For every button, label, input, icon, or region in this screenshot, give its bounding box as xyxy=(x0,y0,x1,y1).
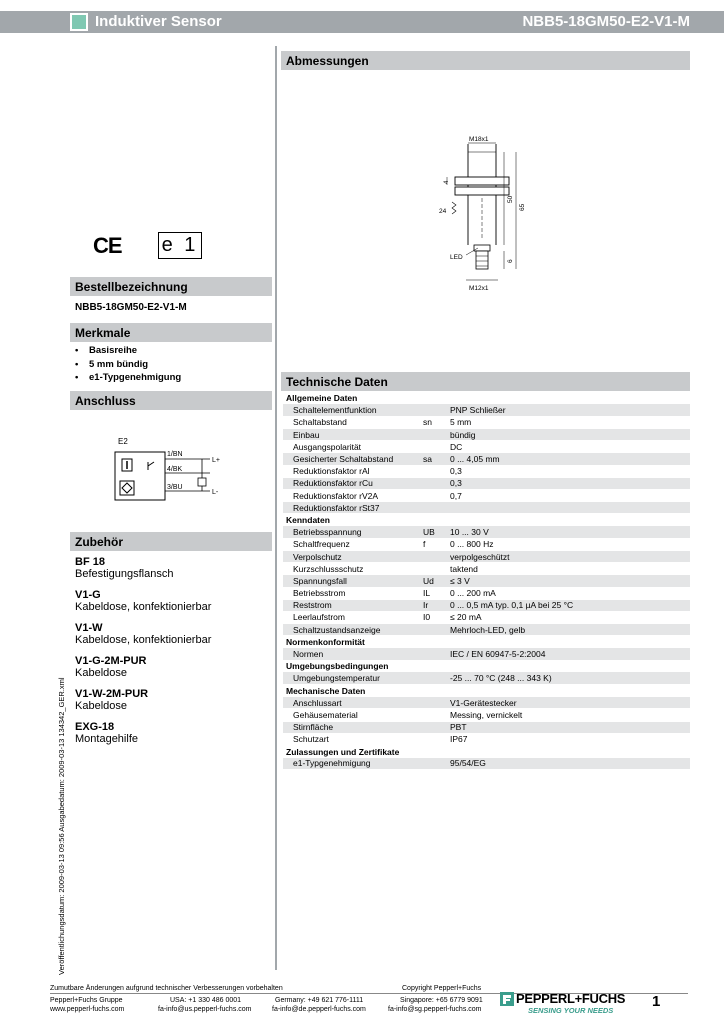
led-label: LED xyxy=(450,254,463,261)
accessory-item: V1-G-2M-PUR Kabeldose xyxy=(75,655,147,679)
accessory-item: V1-W Kabeldose, konfektionierbar xyxy=(75,622,212,646)
tech-row-label: Reduktionsfaktor rV2A xyxy=(283,490,421,502)
tech-row-symbol xyxy=(421,697,448,709)
tech-row-value: PNP Schließer xyxy=(448,404,690,416)
tech-row-value: ≤ 3 V xyxy=(448,575,690,587)
accessory-item: V1-G Kabeldose, konfektionierbar xyxy=(75,589,212,613)
tech-row-symbol: UB xyxy=(421,526,448,538)
tech-row-symbol xyxy=(421,624,448,636)
tech-row-value xyxy=(448,502,690,514)
wiring-diagram xyxy=(110,432,260,507)
wire-label-bu: 3/BU xyxy=(167,484,183,491)
tech-row-symbol xyxy=(421,429,448,441)
tech-row xyxy=(283,416,690,428)
tech-row-value: PBT xyxy=(448,721,690,733)
tech-row-value: ≤ 20 mA xyxy=(448,611,690,623)
tech-group-row xyxy=(283,636,690,648)
tech-row-value: DC xyxy=(448,441,690,453)
publication-date-text: Veröffentlichungsdatum: 2009-03-13 09:56 Ausgabedatum: 2009-03-13 134342_GER.xml xyxy=(57,677,66,975)
tech-row-label: Reduktionsfaktor rCu xyxy=(283,477,421,489)
tech-row xyxy=(283,429,690,441)
brand-slogan: SENSING YOUR NEEDS xyxy=(528,1006,614,1015)
tech-row-value: 0,3 xyxy=(448,477,690,489)
tech-row-symbol: I0 xyxy=(421,611,448,623)
feature-item: • Basisreihe xyxy=(75,344,181,358)
brand-square-icon xyxy=(70,13,88,31)
wire-label-bn: 1/BN xyxy=(167,451,183,458)
tech-group-label: Zulassungen und Zertifikate xyxy=(286,746,400,757)
dimensions-heading: Abmessungen xyxy=(281,51,690,70)
tech-row-value: 0 ... 200 mA xyxy=(448,587,690,599)
footer-col-singapore: Singapore: +65 6779 9091 fa-info@sg.pepperl-fuchs.com xyxy=(388,997,483,1013)
tech-row-value: 0 ... 4,05 mm xyxy=(448,453,690,465)
tech-row-value: 0 ... 0,5 mA typ. 0,1 µA bei 25 °C xyxy=(448,599,690,611)
tech-row-symbol xyxy=(421,733,448,745)
tech-row xyxy=(283,453,690,465)
supply-plus-label: L+ xyxy=(212,457,220,464)
tech-row-label: Umgebungstemperatur xyxy=(283,672,421,684)
tech-row xyxy=(283,575,690,587)
tech-row-label: Gehäusematerial xyxy=(283,709,421,721)
tech-row xyxy=(283,502,690,514)
tech-row-symbol: sa xyxy=(421,453,448,465)
tech-row-label: Schaltelementfunktion xyxy=(283,404,421,416)
tech-row-value: taktend xyxy=(448,563,690,575)
tech-row xyxy=(283,490,690,502)
accessory-item: BF 18 Befestigungsflansch xyxy=(75,556,174,580)
tech-row-symbol xyxy=(421,721,448,733)
tech-row-symbol xyxy=(421,502,448,514)
footer-col-usa: USA: +1 330 486 0001 fa-info@us.pepperl-fuchs.com xyxy=(158,997,252,1013)
tech-group-row xyxy=(283,660,690,672)
tech-row-label: Normen xyxy=(283,648,421,660)
footer-copyright: Copyright Pepperl+Fuchs xyxy=(402,985,482,992)
dim-4-label: 4 xyxy=(444,180,450,184)
tech-row-value: 5 mm xyxy=(448,416,690,428)
features-heading: Merkmale xyxy=(70,323,272,342)
tech-group-row xyxy=(283,514,690,526)
accessories-heading: Zubehör xyxy=(70,532,272,551)
tech-row-value: IP67 xyxy=(448,733,690,745)
tech-row-symbol: sn xyxy=(421,416,448,428)
dim-6-label: 6 xyxy=(507,259,514,263)
footer-col-germany: Germany: +49 621 776-1111 fa-info@de.pepperl-fuchs.com xyxy=(272,997,366,1013)
tech-row xyxy=(283,733,690,745)
tech-row xyxy=(283,441,690,453)
tech-group-label: Allgemeine Daten xyxy=(286,393,358,404)
wiring-type-label: E2 xyxy=(118,437,128,446)
column-divider xyxy=(275,46,277,970)
tech-row-label: Reduktionsfaktor rAl xyxy=(283,465,421,477)
tech-row xyxy=(283,404,690,416)
tech-row-value: IEC / EN 60947-5-2:2004 xyxy=(448,648,690,660)
tech-row-label: Reststrom xyxy=(283,599,421,611)
tech-row xyxy=(283,758,690,770)
footer-notice: Zumutbare Änderungen aufgrund technischer Verbesserungen vorbehalten xyxy=(50,985,283,992)
tech-data-heading: Technische Daten xyxy=(281,372,690,391)
tech-row-symbol xyxy=(421,758,448,770)
e1-mark-icon: e 1 xyxy=(158,232,202,259)
tech-row-label: Schaltabstand xyxy=(283,416,421,428)
tech-row xyxy=(283,648,690,660)
tech-row xyxy=(283,709,690,721)
tech-row-value: 10 ... 30 V xyxy=(448,526,690,538)
tech-row-symbol: IL xyxy=(421,587,448,599)
feature-item: • 5 mm bündig xyxy=(75,358,181,372)
tech-row-value: 0,3 xyxy=(448,465,690,477)
tech-row-symbol xyxy=(421,404,448,416)
tech-row-symbol: Ir xyxy=(421,599,448,611)
tech-row xyxy=(283,526,690,538)
order-heading: Bestellbezeichnung xyxy=(70,277,272,296)
tech-group-label: Normenkonformität xyxy=(286,637,365,648)
tech-row-symbol xyxy=(421,441,448,453)
tech-row-value: 0,7 xyxy=(448,490,690,502)
tech-row-label: Betriebsstrom xyxy=(283,587,421,599)
tech-group-row xyxy=(283,392,690,404)
page-number: 1 xyxy=(652,993,661,1010)
tech-row-value: -25 ... 70 °C (248 ... 343 K) xyxy=(448,672,690,684)
dimension-drawing xyxy=(420,130,540,300)
tech-row-symbol xyxy=(421,490,448,502)
header-bar xyxy=(0,11,724,33)
tech-row-label: Reduktionsfaktor rSt37 xyxy=(283,502,421,514)
dim-50-label: 50 xyxy=(507,195,514,203)
tech-row xyxy=(283,672,690,684)
tech-row-label: Einbau xyxy=(283,429,421,441)
dim-24-label: 24 xyxy=(439,208,447,215)
tech-row xyxy=(283,599,690,611)
features-list xyxy=(75,344,181,385)
tech-row-value: Messing, vernickelt xyxy=(448,709,690,721)
accessory-item: EXG-18 Montagehilfe xyxy=(75,721,138,745)
tech-group-label: Mechanische Daten xyxy=(286,685,366,696)
dim-65-label: 65 xyxy=(519,203,526,211)
tech-row-symbol xyxy=(421,550,448,562)
tech-row-symbol: f xyxy=(421,538,448,550)
tech-row-symbol xyxy=(421,477,448,489)
wire-label-bk: 4/BK xyxy=(167,466,183,473)
tech-row-symbol xyxy=(421,465,448,477)
brand-name: PEPPERL+FUCHS xyxy=(516,991,626,1006)
doc-title: Induktiver Sensor xyxy=(95,13,222,30)
tech-row xyxy=(283,477,690,489)
tech-row-label: Schaltfrequenz xyxy=(283,538,421,550)
thread-top-label: M18x1 xyxy=(469,136,489,143)
tech-row-label: Leerlaufstrom xyxy=(283,611,421,623)
footer-col-group: Pepperl+Fuchs Gruppe www.pepperl-fuchs.com xyxy=(50,997,125,1013)
tech-group-label: Umgebungsbedingungen xyxy=(286,661,389,672)
tech-row-symbol xyxy=(421,672,448,684)
tech-row-label: Stirnfläche xyxy=(283,721,421,733)
tech-row-value: verpolgeschützt xyxy=(448,550,690,562)
tech-group-label: Kenndaten xyxy=(286,515,330,526)
tech-row xyxy=(283,587,690,599)
tech-row-symbol xyxy=(421,648,448,660)
tech-row-label: Schaltzustandsanzeige xyxy=(283,624,421,636)
tech-group-row xyxy=(283,745,690,757)
tech-row xyxy=(283,538,690,550)
tech-row xyxy=(283,697,690,709)
tech-row-label: Kurzschlussschutz xyxy=(283,563,421,575)
pf-logo-icon xyxy=(500,992,514,1006)
tech-row-label: Ausgangspolarität xyxy=(283,441,421,453)
tech-row-symbol xyxy=(421,709,448,721)
tech-row-value: 95/54/EG xyxy=(448,758,690,770)
tech-row xyxy=(283,465,690,477)
tech-row-symbol: Ud xyxy=(421,575,448,587)
accessories-list xyxy=(75,556,275,754)
accessory-item: V1-W-2M-PUR Kabeldose xyxy=(75,688,149,712)
tech-row-label: e1-Typgenehmigung xyxy=(283,758,421,770)
supply-minus-label: L- xyxy=(212,489,219,496)
thread-bottom-label: M12x1 xyxy=(469,285,489,292)
tech-row xyxy=(283,721,690,733)
tech-row-label: Spannungsfall xyxy=(283,575,421,587)
tech-row-value: V1-Gerätestecker xyxy=(448,697,690,709)
tech-row xyxy=(283,624,690,636)
tech-row-value: Mehrloch-LED, gelb xyxy=(448,624,690,636)
tech-row xyxy=(283,611,690,623)
tech-row-value: bündig xyxy=(448,429,690,441)
connection-heading: Anschluss xyxy=(70,391,272,410)
feature-item: • e1-Typgenehmigung xyxy=(75,371,181,385)
doc-model: NBB5-18GM50-E2-V1-M xyxy=(522,13,690,30)
tech-row-label: Verpolschutz xyxy=(283,550,421,562)
tech-group-row xyxy=(283,685,690,697)
tech-row xyxy=(283,550,690,562)
tech-row-symbol xyxy=(421,563,448,575)
tech-row xyxy=(283,563,690,575)
tech-row-label: Betriebsspannung xyxy=(283,526,421,538)
tech-row-label: Schutzart xyxy=(283,733,421,745)
tech-row-label: Gesicherter Schaltabstand xyxy=(283,453,421,465)
tech-row-label: Anschlussart xyxy=(283,697,421,709)
order-value: NBB5-18GM50-E2-V1-M xyxy=(75,302,187,313)
ce-mark-icon: CE xyxy=(93,233,122,258)
tech-row-value: 0 ... 800 Hz xyxy=(448,538,690,550)
tech-data-table xyxy=(283,392,690,770)
